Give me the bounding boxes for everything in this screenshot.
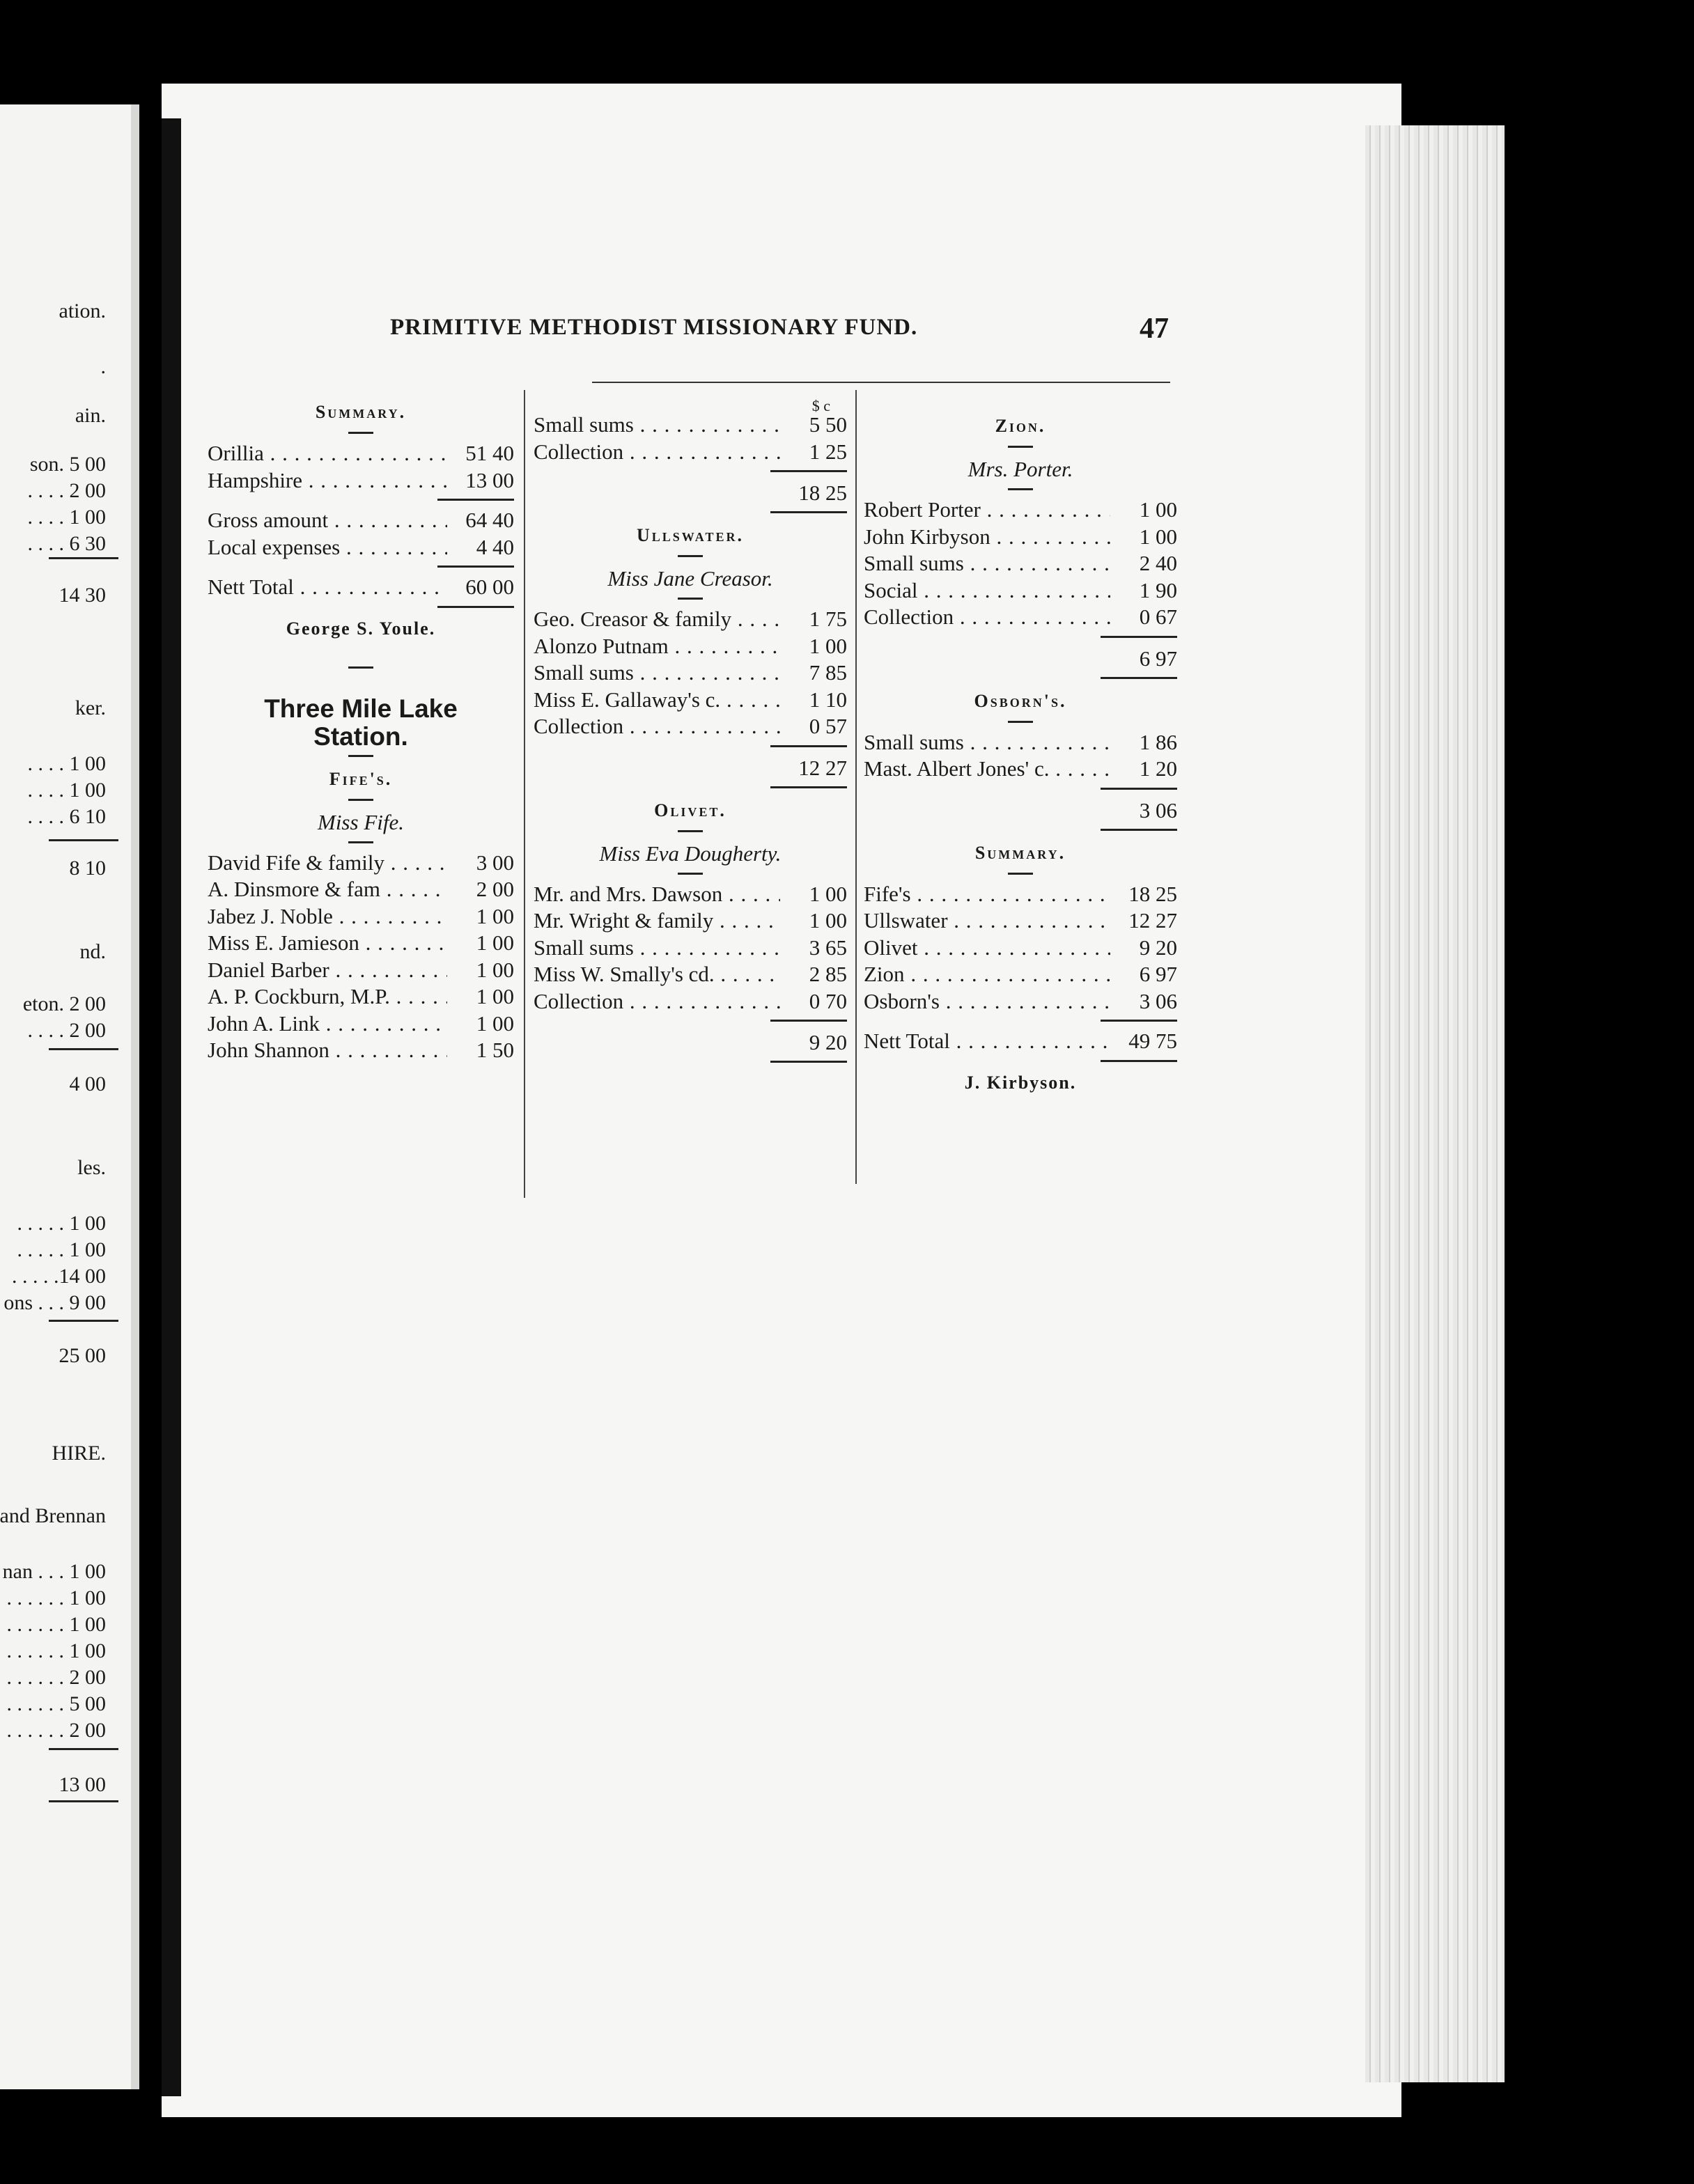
nett-total-row bbox=[208, 575, 514, 602]
ledger-row bbox=[864, 551, 1177, 578]
left-page-line: nan . . . 1 00 bbox=[2, 1560, 106, 1583]
book-page bbox=[162, 84, 1401, 2117]
row-amount: 2 00 bbox=[476, 877, 514, 901]
left-page-line: 4 00 bbox=[69, 1072, 106, 1095]
page-number: 47 bbox=[1140, 313, 1169, 345]
row-amount: 1 00 bbox=[476, 984, 514, 1008]
summary-list bbox=[864, 882, 1177, 1016]
separator-dash bbox=[678, 555, 703, 557]
separator-dash bbox=[348, 841, 373, 843]
row-amount: 60 00 bbox=[465, 575, 514, 599]
top-list bbox=[534, 412, 847, 466]
row-name: Jabez J. Noble . . . bbox=[208, 904, 447, 929]
row-amount: 2 85 bbox=[809, 962, 847, 986]
row-name: Small sums . . . bbox=[534, 660, 780, 685]
left-page-line: . . . . . 1 00 bbox=[17, 1212, 106, 1235]
column-rule-2 bbox=[855, 390, 857, 1184]
row-name: Alonzo Putnam . . . bbox=[534, 634, 780, 659]
row-name: Collection . . . bbox=[534, 439, 780, 465]
left-page-line: . . . . 6 30 bbox=[27, 532, 106, 555]
header-rule bbox=[592, 382, 1170, 383]
ledger-row bbox=[534, 607, 847, 634]
row-name: Geo. Creasor & family . . . bbox=[534, 607, 780, 632]
separator-dash bbox=[348, 799, 373, 801]
row-amount: 51 40 bbox=[465, 441, 514, 465]
page-gutter-shadow bbox=[162, 118, 181, 2096]
osborns-heading: Osborn's. bbox=[974, 690, 1067, 711]
left-page-line: and Brennan bbox=[0, 1504, 106, 1527]
row-amount: 64 40 bbox=[465, 508, 514, 532]
ledger-row bbox=[534, 634, 847, 661]
total-rule bbox=[770, 745, 847, 747]
row-name: A. P. Cockburn, M.P. . . . bbox=[208, 984, 447, 1009]
zion-collector: Mrs. Porter. bbox=[968, 457, 1073, 481]
ledger-row bbox=[864, 989, 1177, 1016]
running-head: PRIMITIVE METHODIST MISSIONARY FUND. bbox=[390, 315, 918, 340]
left-page-line: . . . . .14 00 bbox=[12, 1265, 106, 1288]
ledger-row bbox=[534, 882, 847, 909]
separator-dash bbox=[678, 598, 703, 600]
row-amount: 2 40 bbox=[1139, 551, 1177, 575]
row-name: David Fife & family . . . bbox=[208, 850, 447, 875]
ledger-row bbox=[864, 730, 1177, 757]
row-amount: 1 86 bbox=[1139, 729, 1177, 754]
row-name: Daniel Barber . . . bbox=[208, 958, 447, 983]
separator-dash bbox=[1008, 488, 1033, 490]
ledger-row bbox=[864, 882, 1177, 909]
left-page-rule bbox=[49, 557, 118, 559]
separator-dash bbox=[1008, 721, 1033, 723]
left-page-line: . . . . . . 1 00 bbox=[6, 1613, 106, 1636]
left-page-line: . . . . 1 00 bbox=[27, 752, 106, 775]
row-name: John Shannon . . . bbox=[208, 1038, 447, 1063]
olivet-collector: Miss Eva Dougherty. bbox=[599, 841, 782, 866]
row-amount: 49 75 bbox=[1128, 1029, 1177, 1053]
left-page-line: 25 00 bbox=[59, 1344, 106, 1367]
ledger-row bbox=[208, 468, 514, 495]
row-amount: 1 00 bbox=[809, 908, 847, 933]
total-rule bbox=[437, 606, 514, 608]
row-name: Robert Porter . . . bbox=[864, 497, 1110, 522]
left-page-fragment bbox=[0, 104, 139, 2089]
column-1 bbox=[208, 397, 514, 1065]
left-page-line: ation. bbox=[59, 299, 106, 322]
zion-total: 6 97 bbox=[1139, 646, 1177, 671]
left-page-line: . . . . 6 10 bbox=[27, 805, 106, 828]
ledger-row bbox=[208, 877, 514, 904]
separator-dash bbox=[678, 873, 703, 875]
row-amount: 3 00 bbox=[476, 850, 514, 875]
total-rule bbox=[770, 511, 847, 513]
row-amount: 5 50 bbox=[809, 412, 847, 437]
total-rule bbox=[1101, 829, 1177, 831]
page-edges bbox=[1365, 125, 1505, 2082]
row-amount: 4 40 bbox=[476, 534, 514, 559]
row-amount: 18 25 bbox=[1128, 881, 1177, 906]
gross-amount-row bbox=[208, 508, 514, 535]
fifes-list bbox=[208, 850, 514, 1065]
separator-dash bbox=[348, 755, 373, 757]
total-rule bbox=[1101, 1060, 1177, 1062]
row-amount: 0 57 bbox=[809, 714, 847, 738]
left-page-rule bbox=[49, 1048, 118, 1050]
total-rule bbox=[1101, 677, 1177, 679]
left-page-line: . . . . . . 1 00 bbox=[6, 1639, 106, 1662]
row-amount: 1 00 bbox=[476, 1011, 514, 1036]
ledger-row bbox=[864, 935, 1177, 962]
olivet-heading: Olivet. bbox=[654, 800, 726, 820]
left-page-line: . bbox=[100, 355, 106, 378]
column-3 bbox=[864, 397, 1177, 1097]
left-page-line: HIRE. bbox=[52, 1442, 106, 1465]
ledger-row bbox=[534, 412, 847, 439]
ledger-row bbox=[534, 714, 847, 741]
row-amount: 1 00 bbox=[476, 930, 514, 955]
ullswater-total: 12 27 bbox=[798, 755, 847, 780]
zion-heading: Zion. bbox=[995, 416, 1046, 436]
left-page-line: 13 00 bbox=[59, 1773, 106, 1796]
row-name: Ullswater . . . bbox=[864, 908, 1110, 933]
row-name: Social . . . bbox=[864, 578, 1110, 603]
row-amount: 12 27 bbox=[1128, 908, 1177, 933]
row-name: Orillia . . . bbox=[208, 441, 447, 466]
total-rule bbox=[770, 786, 847, 788]
row-name: Osborn's . . . bbox=[864, 989, 1110, 1014]
nett-total-row bbox=[864, 1029, 1177, 1056]
left-page-line: les. bbox=[77, 1156, 106, 1179]
row-name: Collection . . . bbox=[534, 989, 780, 1014]
osborns-list bbox=[864, 730, 1177, 783]
separator-dash bbox=[1008, 873, 1033, 875]
ledger-row bbox=[534, 439, 847, 467]
row-amount: 9 20 bbox=[1139, 935, 1177, 960]
row-amount: 0 70 bbox=[809, 988, 847, 1013]
ledger-row bbox=[208, 441, 514, 468]
summary-heading: Summary. bbox=[974, 842, 1066, 863]
ledger-row bbox=[534, 660, 847, 687]
signature: J. Kirbyson. bbox=[964, 1072, 1077, 1093]
local-expenses-row bbox=[208, 535, 514, 562]
ullswater-collector: Miss Jane Creasor. bbox=[607, 566, 773, 591]
column-rule-1 bbox=[524, 390, 525, 1198]
row-name: Miss E. Jamieson . . . bbox=[208, 930, 447, 956]
row-name: Small sums . . . bbox=[864, 730, 1110, 755]
left-page-line: son. 5 00 bbox=[29, 453, 106, 476]
row-name: Miss E. Gallaway's c. . . . bbox=[534, 687, 780, 712]
total-rule bbox=[1101, 788, 1177, 790]
row-amount: 0 67 bbox=[1139, 604, 1177, 629]
row-name: Mr. Wright & family . . . bbox=[534, 908, 780, 933]
zion-list bbox=[864, 497, 1177, 632]
left-page-line: . . . . 1 00 bbox=[27, 779, 106, 802]
row-name: Hampshire . . . bbox=[208, 468, 447, 493]
left-page-line: . . . . 1 00 bbox=[27, 506, 106, 529]
ledger-row bbox=[534, 962, 847, 989]
left-page-rule bbox=[49, 1748, 118, 1750]
left-page-line: 8 10 bbox=[69, 857, 106, 880]
left-page-line: 14 30 bbox=[59, 584, 106, 607]
row-name: Zion . . . bbox=[864, 962, 1110, 987]
row-amount: 1 10 bbox=[809, 687, 847, 712]
ledger-row bbox=[864, 962, 1177, 989]
total-rule bbox=[1101, 1020, 1177, 1022]
row-name: Mast. Albert Jones' c. . . . bbox=[864, 756, 1110, 781]
left-page-rule bbox=[49, 1800, 118, 1802]
row-name: Miss W. Smally's cd. . . . bbox=[534, 962, 780, 987]
row-amount: 1 00 bbox=[809, 633, 847, 658]
total-rule bbox=[437, 566, 514, 568]
left-page-line: . . . . . . 2 00 bbox=[6, 1666, 106, 1689]
ullswater-list bbox=[534, 607, 847, 741]
ledger-row bbox=[864, 497, 1177, 524]
row-name: Small sums . . . bbox=[864, 551, 1110, 576]
signature: George S. Youle. bbox=[286, 618, 436, 639]
row-amount: 1 00 bbox=[1139, 497, 1177, 522]
row-name: Nett Total . . . bbox=[864, 1029, 1110, 1054]
fifes-collector: Miss Fife. bbox=[318, 809, 404, 834]
row-name: Local expenses . . . bbox=[208, 535, 447, 560]
left-page-rule bbox=[49, 1320, 118, 1322]
section-divider bbox=[348, 666, 373, 669]
row-amount: 1 75 bbox=[809, 607, 847, 631]
column-2 bbox=[534, 397, 847, 1070]
row-name: Collection . . . bbox=[864, 604, 1110, 630]
ledger-row bbox=[864, 604, 1177, 632]
total-rule bbox=[770, 470, 847, 472]
row-amount: 1 00 bbox=[476, 957, 514, 982]
row-amount: 1 50 bbox=[476, 1038, 514, 1062]
row-name: A. Dinsmore & fam . . . bbox=[208, 877, 447, 902]
total-rule bbox=[1101, 636, 1177, 638]
left-page-line: ons . . . 9 00 bbox=[3, 1291, 106, 1314]
row-amount: 1 20 bbox=[1139, 756, 1177, 781]
row-name: Gross amount . . . bbox=[208, 508, 447, 533]
left-page-rule bbox=[49, 839, 118, 841]
row-name: Fife's . . . bbox=[864, 882, 1110, 907]
olivet-total: 9 20 bbox=[809, 1030, 847, 1054]
left-page-line: eton. 2 00 bbox=[22, 992, 106, 1015]
ledger-row bbox=[864, 908, 1177, 935]
top-total: 18 25 bbox=[798, 481, 847, 505]
separator-dash bbox=[348, 432, 373, 434]
summary-list bbox=[208, 441, 514, 494]
row-amount: 13 00 bbox=[465, 467, 514, 492]
left-page-line: nd. bbox=[79, 940, 106, 963]
summary-heading: Summary. bbox=[315, 402, 407, 422]
left-page-line: ker. bbox=[75, 696, 106, 719]
ledger-row bbox=[534, 687, 847, 715]
ledger-row bbox=[534, 908, 847, 935]
osborns-total: 3 06 bbox=[1139, 797, 1177, 822]
left-page-line: ain. bbox=[75, 404, 106, 427]
ledger-row bbox=[208, 958, 514, 985]
left-page-line: . . . . . 1 00 bbox=[17, 1238, 106, 1261]
row-amount: 3 06 bbox=[1139, 988, 1177, 1013]
ullswater-heading: Ullswater. bbox=[637, 525, 744, 545]
left-page-line: . . . . . . 1 00 bbox=[6, 1586, 106, 1609]
row-amount: 1 00 bbox=[476, 903, 514, 928]
ledger-row bbox=[864, 578, 1177, 605]
station-title-line2: Station. bbox=[313, 722, 408, 751]
olivet-list bbox=[534, 882, 847, 1016]
left-page-line: . . . . 2 00 bbox=[27, 1019, 106, 1042]
ledger-row bbox=[864, 524, 1177, 552]
row-name: John A. Link . . . bbox=[208, 1011, 447, 1036]
row-amount: 1 90 bbox=[1139, 577, 1177, 602]
row-name: Small sums . . . bbox=[534, 412, 780, 437]
row-name: Small sums . . . bbox=[534, 935, 780, 960]
total-rule bbox=[437, 499, 514, 501]
row-amount: 1 00 bbox=[1139, 524, 1177, 549]
total-rule bbox=[770, 1020, 847, 1022]
row-amount: 1 00 bbox=[809, 881, 847, 906]
ledger-row bbox=[208, 984, 514, 1011]
ledger-row bbox=[534, 989, 847, 1016]
row-amount: 1 25 bbox=[809, 439, 847, 464]
ledger-row bbox=[208, 1038, 514, 1065]
ledger-row bbox=[534, 935, 847, 962]
ledger-row bbox=[208, 930, 514, 958]
row-amount: 6 97 bbox=[1139, 962, 1177, 986]
row-name: Collection . . . bbox=[534, 714, 780, 739]
total-rule bbox=[770, 1061, 847, 1063]
row-name: Olivet . . . bbox=[864, 935, 1110, 960]
separator-dash bbox=[1008, 446, 1033, 448]
ledger-row bbox=[864, 756, 1177, 783]
ledger-row bbox=[208, 1011, 514, 1038]
currency-header: $ c bbox=[811, 397, 830, 414]
left-page-line: . . . . . . 2 00 bbox=[6, 1719, 106, 1742]
left-page-line: . . . . . . 5 00 bbox=[6, 1692, 106, 1715]
left-page-gutter bbox=[131, 104, 139, 2089]
ledger-row bbox=[208, 850, 514, 878]
ledger-row bbox=[208, 904, 514, 931]
fifes-heading: Fife's. bbox=[329, 768, 393, 789]
row-name: Nett Total . . . bbox=[208, 575, 447, 600]
row-amount: 7 85 bbox=[809, 660, 847, 685]
separator-dash bbox=[678, 830, 703, 832]
row-name: John Kirbyson . . . bbox=[864, 524, 1110, 549]
left-page-line: . . . . 2 00 bbox=[27, 479, 106, 502]
row-name: Mr. and Mrs. Dawson . . . bbox=[534, 882, 780, 907]
station-title-line1: Three Mile Lake bbox=[264, 694, 458, 723]
row-amount: 3 65 bbox=[809, 935, 847, 960]
